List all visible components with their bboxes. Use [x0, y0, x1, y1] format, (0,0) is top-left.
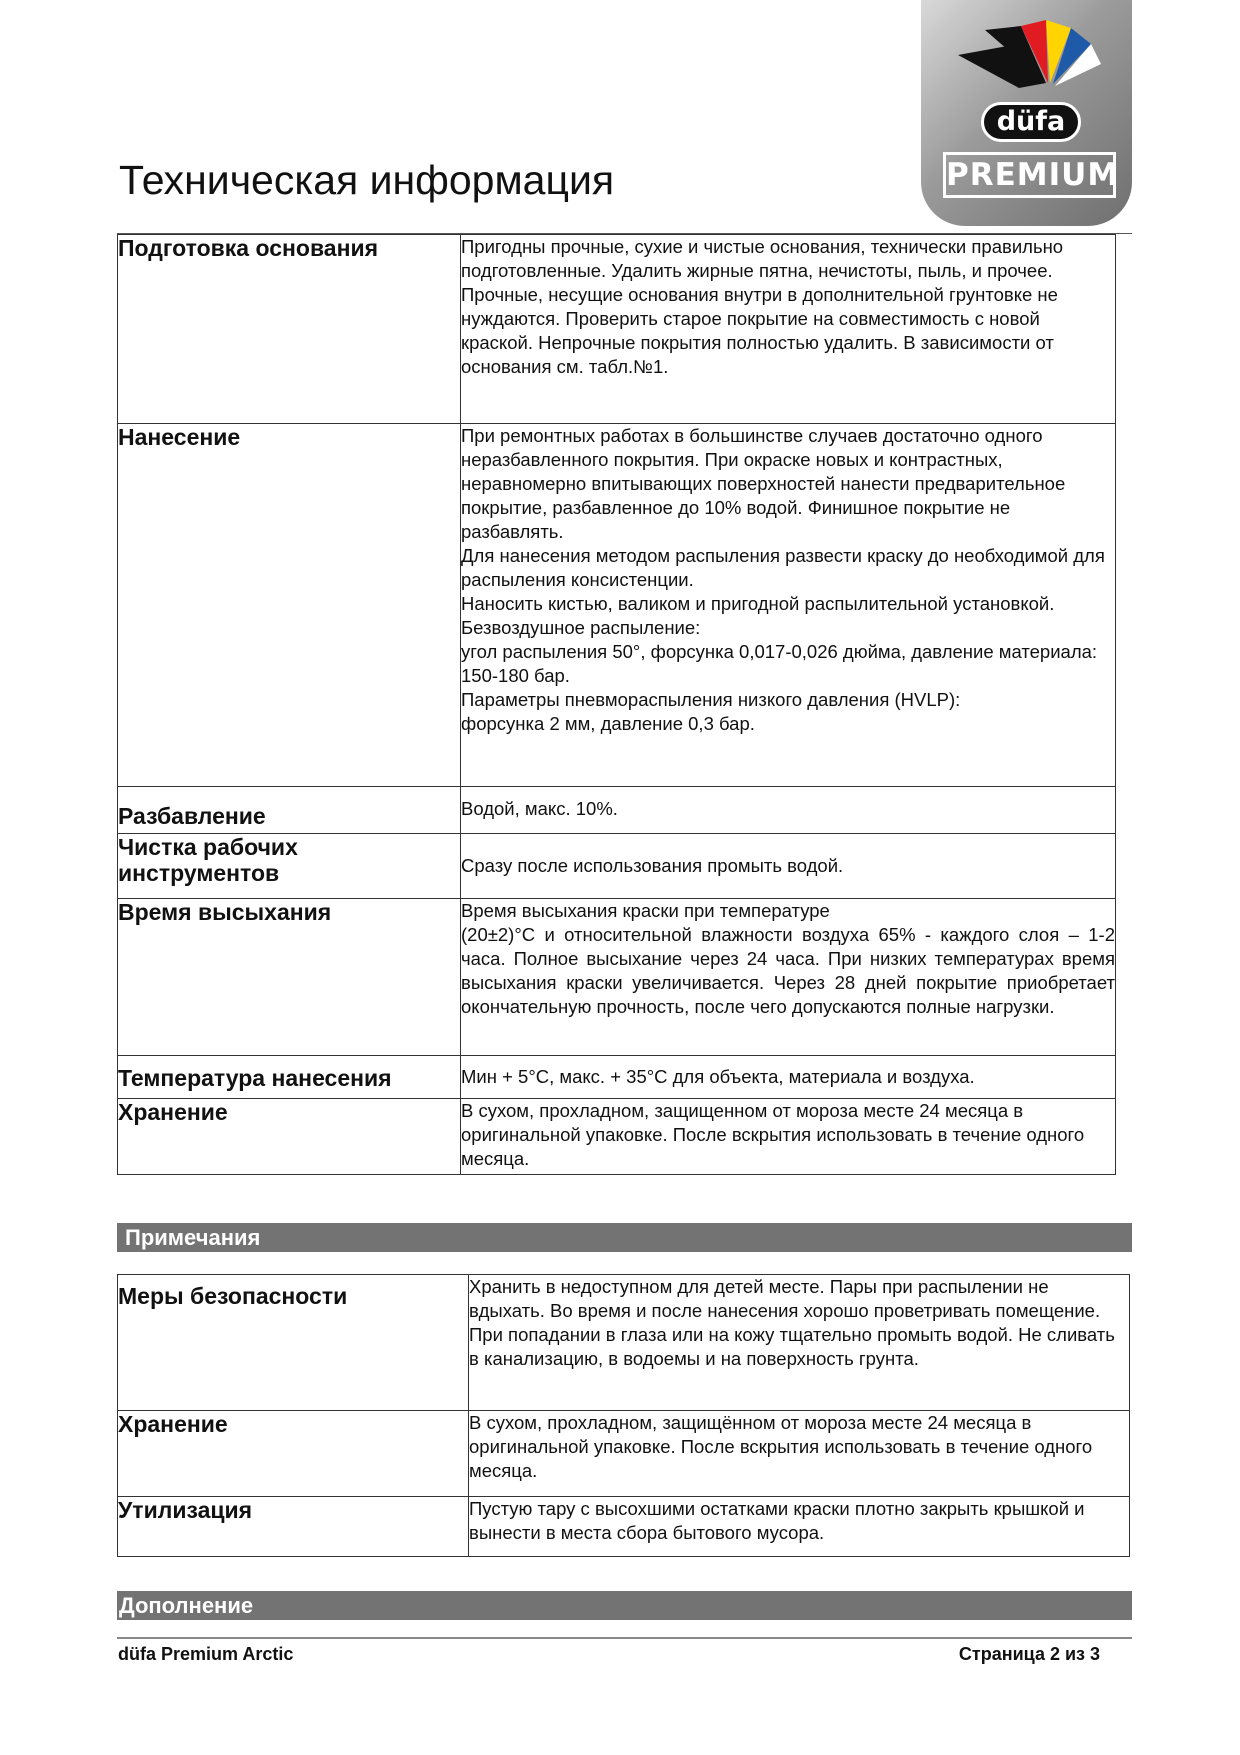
row-value: Пригодны прочные, сухие и чистые основания, технически правильно подготовленные. Удалить жирные пятна, нечистоты, пыль, и прочее. Прочные, несущие основания внутри в дополнительной грунтовке не нуждаются. Проверить старое покрытие на совместимость с новой краской. Непрочные покрытия полностью удалить. В зависимости от основания см. табл.№1. [461, 235, 1116, 424]
technical-info-table [117, 234, 1116, 1175]
row-value: Пустую тару с высохшими остатками краски плотно закрыть крышкой и вынести в места сбора бытового мусора. [469, 1497, 1130, 1557]
row-value: Водой, макс. 10%. [461, 787, 1116, 834]
row-label: Чистка рабочих инструментов [118, 834, 461, 899]
table-row [118, 424, 1116, 787]
footer-page-number: Страница 2 из 3 [958, 1644, 1100, 1664]
table-row [118, 1099, 1116, 1175]
row-label: Утилизация [118, 1497, 469, 1557]
row-value: В сухом, прохладном, защищенном от мороза месте 24 месяца в оригинальной упаковке. После вскрытия использовать в течение одного месяца. [461, 1099, 1116, 1175]
notes-table [117, 1274, 1130, 1557]
logo-premium-label: PREMIUM [943, 152, 1116, 198]
row-value: В сухом, прохладном, защищённом от мороза месте 24 месяца в оригинальной упаковке. После вскрытия использовать в течение одного месяца. [469, 1411, 1130, 1497]
table-row [118, 235, 1116, 424]
table-row [118, 834, 1116, 899]
page-title: Техническая информация [119, 157, 615, 203]
row-label: Хранение [118, 1099, 461, 1175]
table-row [118, 1056, 1116, 1099]
duefa-premium-logo [921, 0, 1132, 226]
table-row [118, 1497, 1130, 1557]
row-label: Время высыхания [118, 899, 461, 1056]
row-label: Разбавление [118, 787, 461, 834]
row-value: Время высыхания краски при температуре (20±2)°С и относительной влажности воздуха 65% - каждого слоя – 1-2 часа. Полное высыхание через 24 часа. При низких температурах время высыхания краски увеличивается. Через 28 дней покрытие приобретает окончательную прочность, после чего допускаются полные нагрузки. [461, 899, 1116, 1056]
row-value: Хранить в недоступном для детей месте. Пары при распылении не вдыхать. Во время и после нанесения хорошо проветривать помещение. При попадании в глаза или на кожу тщательно промыть водой. Не сливать в канализацию, в водоемы и на поверхность грунта. [469, 1275, 1130, 1411]
footer-divider [117, 1637, 1132, 1639]
row-value: Мин + 5°С, макс. + 35°С для объекта, материала и воздуха. [461, 1056, 1116, 1099]
table-row [118, 899, 1116, 1056]
row-label: Хранение [118, 1411, 469, 1497]
row-value: Сразу после использования промыть водой. [461, 834, 1116, 899]
table-row [118, 1275, 1130, 1411]
row-label: Меры безопасности [118, 1275, 469, 1411]
table-row [118, 1411, 1130, 1497]
row-label: Температура нанесения [118, 1056, 461, 1099]
notes-section-header: Примечания [117, 1223, 1132, 1252]
footer-product-name: düfa Premium Arctic [118, 1644, 294, 1664]
row-value: При ремонтных работах в большинстве случаев достаточно одного неразбавленного покрытия. При окраске новых и контрастных, неравномерно впитывающих поверхностей нанести предварительное покрытие, разбавленное до 10% водой. Финишное покрытие не разбавлять. Для нанесения методом распыления развести краску до необходимой для распыления консистенции. Наносить кистью, валиком и пригодной распылительной установкой. Безвоздушное распыление: угол распыления 50°, форсунка 0,017-0,026 дюйма, давление материала: 150-180 бар. Параметры пневмораспыления низкого давления (HVLP): форсунка 2 мм, давление 0,3 бар. [461, 424, 1116, 787]
logo-wordmark: düfa [981, 102, 1081, 142]
row-label: Нанесение [118, 424, 461, 787]
addendum-section-header: Дополнение [117, 1591, 1132, 1620]
table-row [118, 787, 1116, 834]
row-label: Подготовка основания [118, 235, 461, 424]
